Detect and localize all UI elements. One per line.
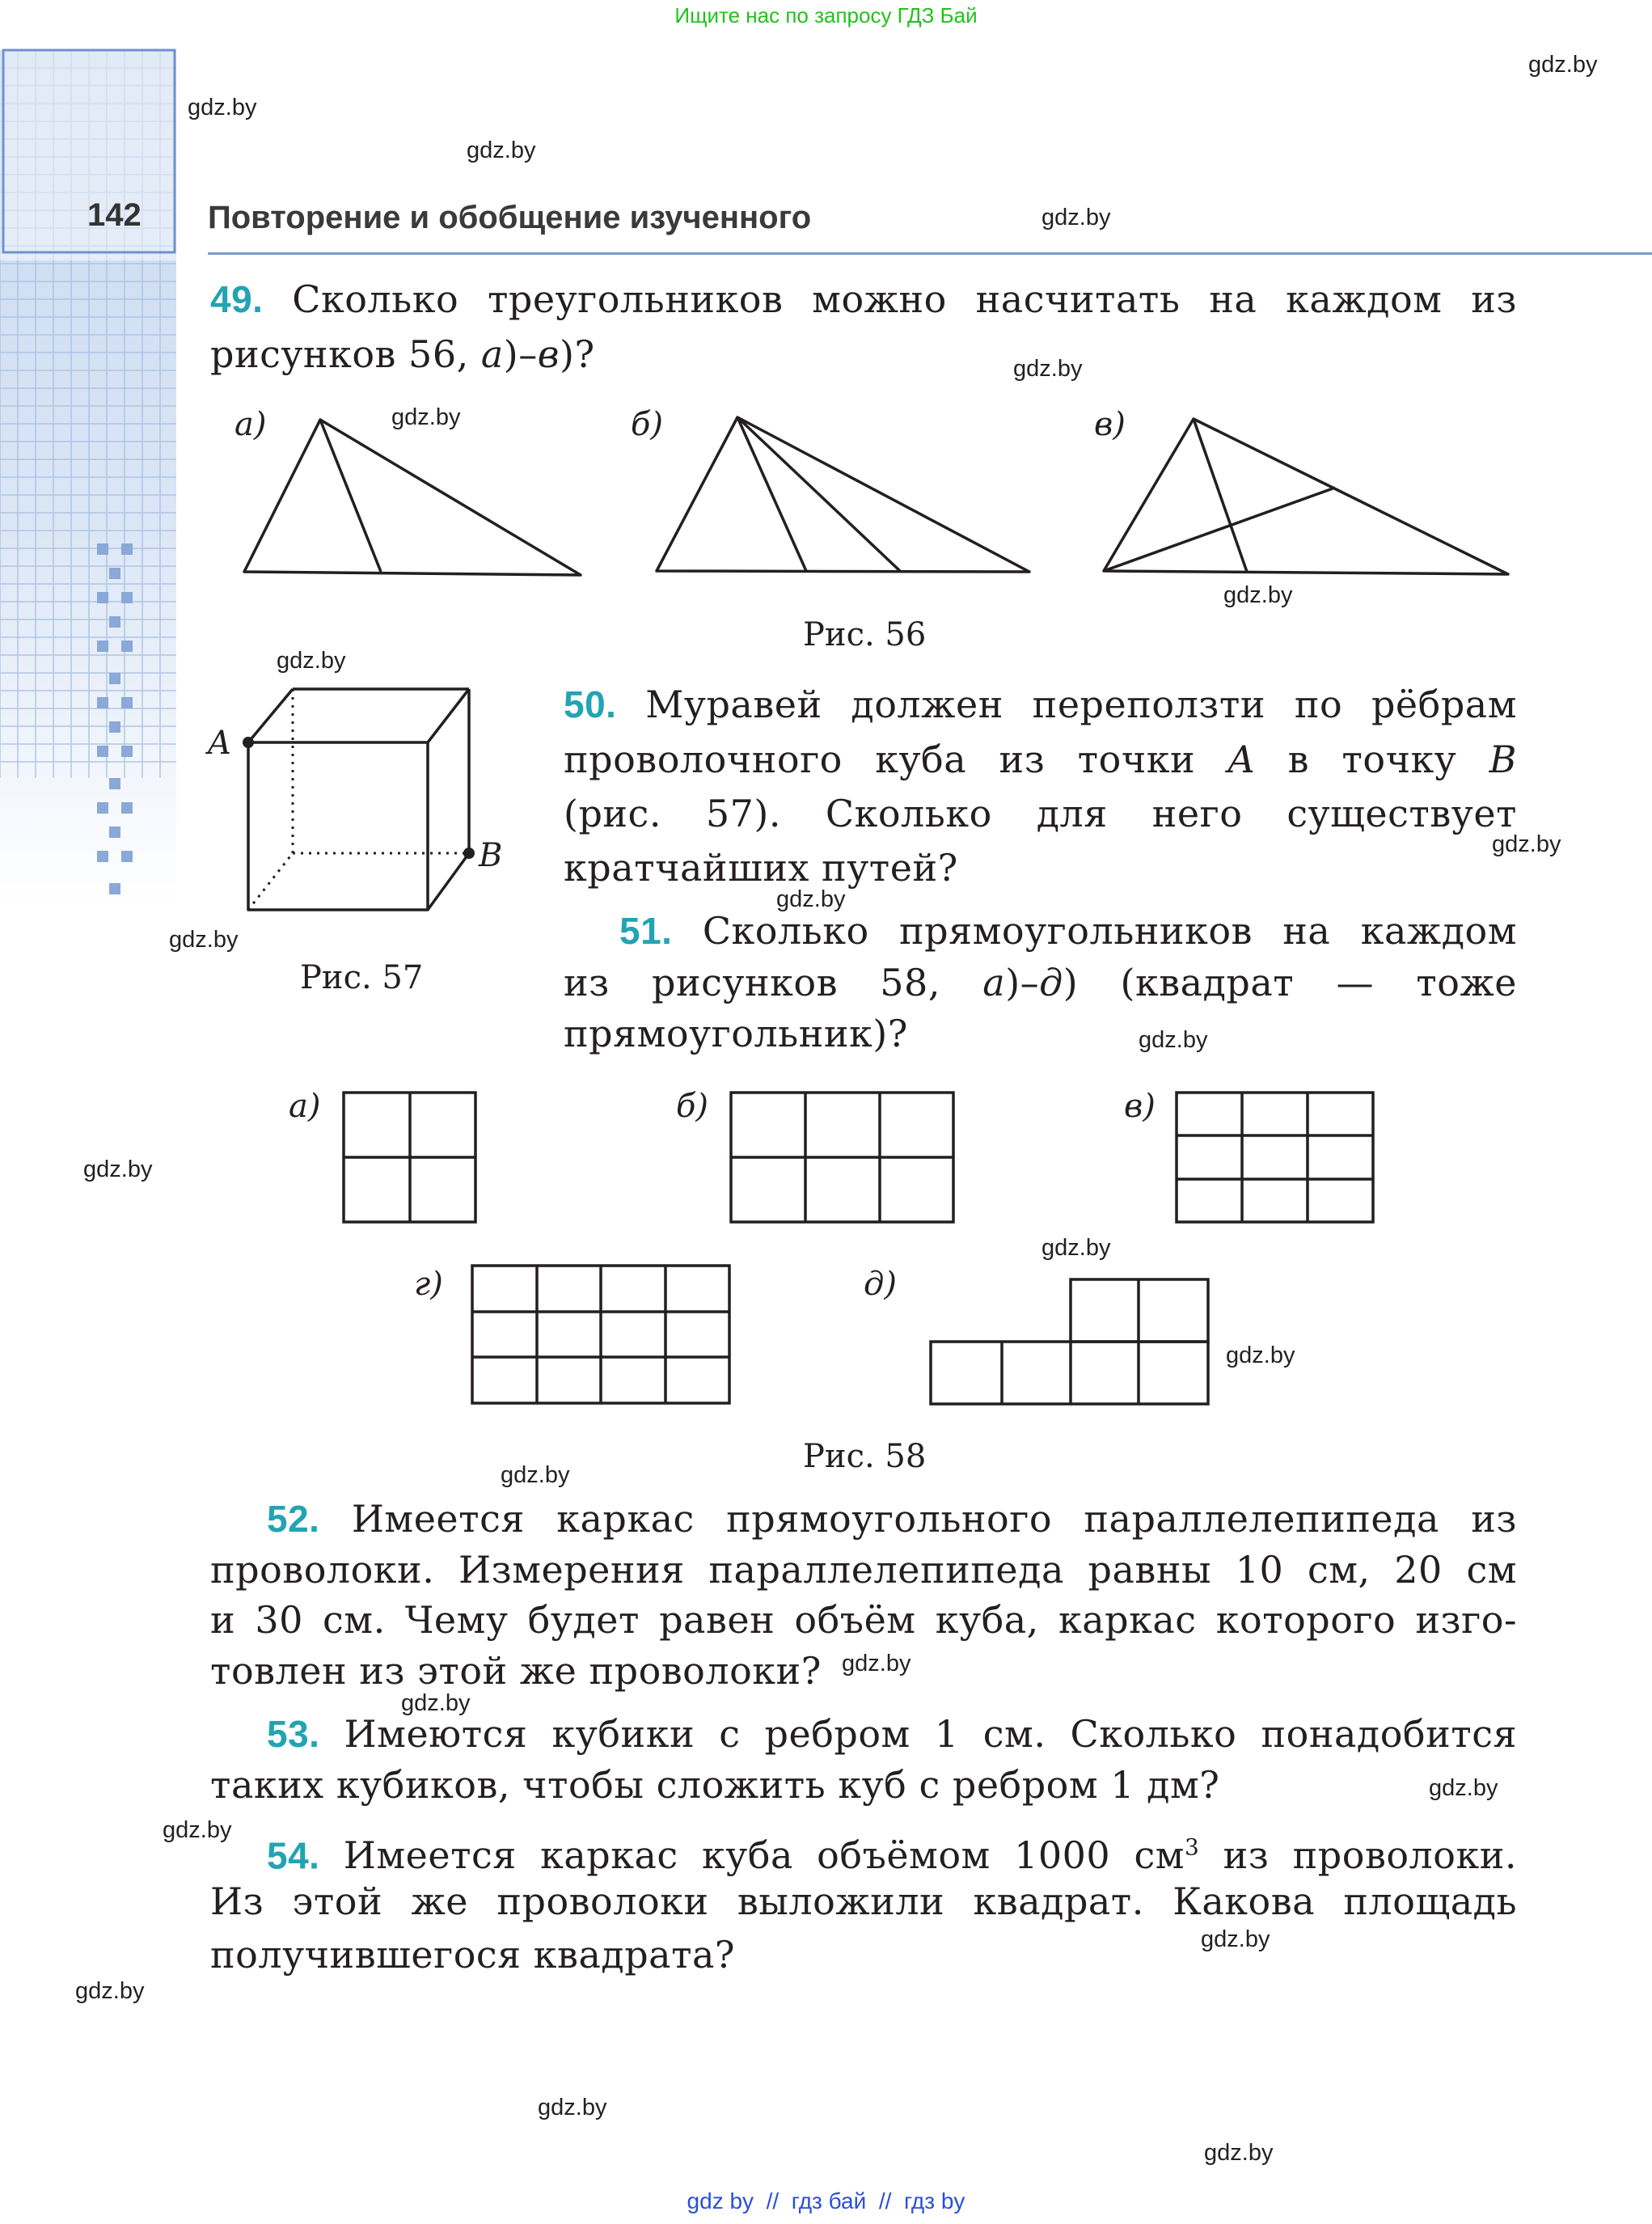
section-title: Повторение и обобщение изученного <box>208 200 812 235</box>
watermark: gdz.by <box>391 404 461 430</box>
watermark: gdz.by <box>1013 356 1083 382</box>
fig58-label-g: г) <box>414 1266 443 1303</box>
watermark: gdz.by <box>1041 1235 1111 1261</box>
watermark: gdz.by <box>501 1462 570 1488</box>
watermark: gdz.by <box>842 1651 911 1676</box>
watermark: gdz.by <box>401 1690 471 1716</box>
task-54-line-1: 54. Имеется каркас куба объёмом 1000 $см^3$ из проволоки. <box>267 1833 1517 1878</box>
fig58-label-a: а) <box>289 1088 321 1125</box>
task-51-line-1: 51. Сколько прямоугольников на каждом <box>619 909 1517 953</box>
task-52-line-2: проволоки. Измерения параллелепипеда равны 10 см, 20 см <box>210 1548 1517 1592</box>
task-53-line-2: таких кубиков, чтобы сложить куб с ребром 1 дм? <box>210 1763 1220 1807</box>
task-number: 49. <box>210 278 264 320</box>
task-52-line-4: товлен из этой же проволоки? <box>210 1649 822 1693</box>
task-50-line-4: кратчайших путей? <box>564 846 958 890</box>
watermark: gdz.by <box>1223 582 1293 608</box>
fig56-label-v: в) <box>1094 406 1126 443</box>
fig58-label-b: б) <box>676 1088 709 1125</box>
fig57-caption: Рис. 57 <box>300 959 424 996</box>
watermark: gdz.by <box>1204 2140 1274 2166</box>
fig58-caption: Рис. 58 <box>803 1438 927 1475</box>
watermark: gdz.by <box>1492 831 1561 857</box>
page-number: 142 <box>87 197 142 233</box>
watermark: gdz.by <box>277 648 346 674</box>
fig56-label-a: а) <box>234 406 267 443</box>
fig56-caption: Рис. 56 <box>803 616 927 653</box>
fig56-label-b: б) <box>631 406 664 443</box>
task-number: 54. <box>267 1834 320 1877</box>
grid-b <box>731 1093 953 1222</box>
watermark: gdz.by <box>776 886 846 912</box>
task-number: 50. <box>564 683 617 725</box>
task-number: 53. <box>267 1713 320 1755</box>
task-52-line-1: 52. Имеется каркас прямоугольного параллелепипеда из <box>267 1497 1517 1541</box>
fig57-point-a-label: A <box>208 725 231 762</box>
watermark: gdz.by <box>1226 1342 1295 1368</box>
footer-link-gdz-bai[interactable]: гдз бай <box>791 2188 867 2213</box>
top-search-notice: Ищите нас по запросу ГДЗ Бай <box>674 3 978 27</box>
watermark: gdz.by <box>83 1156 153 1182</box>
task-54-line-2: Из этой же проволоки выложили квадрат. Какова площадь <box>210 1879 1517 1923</box>
task-50-line-1: 50. Муравей должен переползти по рёбрам <box>564 683 1518 726</box>
task-number: 52. <box>267 1498 320 1540</box>
grid-g <box>472 1266 729 1403</box>
task-53-line-1: 53. Имеются кубики с ребром 1 см. Сколько понадобится <box>267 1712 1517 1756</box>
task-49-line-1: 49. Сколько треугольников можно насчитать на каждом из <box>210 277 1517 321</box>
footer-link-gdz-by[interactable]: gdz by <box>687 2188 754 2213</box>
watermark: gdz.by <box>75 1978 145 2004</box>
task-49-line-2: рисунков 56, а)–в)? <box>210 332 595 376</box>
task-50-line-3: (рис. 57). Сколько для него существует <box>564 792 1517 835</box>
task-52-line-3: и 30 см. Чему будет равен объём куба, каркас которого изго- <box>210 1598 1517 1642</box>
watermark: gdz.by <box>1041 205 1111 230</box>
fig58-label-d: д) <box>864 1266 897 1303</box>
fig58-label-v: в) <box>1124 1088 1156 1125</box>
fig57-point-b-label: B <box>479 837 503 874</box>
watermark: gdz.by <box>1429 1775 1498 1801</box>
grid-v <box>1177 1093 1373 1222</box>
watermark: gdz.by <box>467 137 536 163</box>
watermark: gdz.by <box>163 1817 232 1843</box>
grid-a <box>344 1093 475 1222</box>
watermark: gdz.by <box>169 927 239 953</box>
task-51-line-2: из рисунков 58, а)–д) (квадрат — тоже <box>564 961 1517 1004</box>
grid-d <box>931 1279 1208 1404</box>
watermark: gdz.by <box>538 2095 607 2120</box>
watermark: gdz.by <box>1201 1926 1270 1952</box>
footer-link-gdz-by-2[interactable]: гдз by <box>903 2188 965 2213</box>
task-51-line-3: прямоугольник)? <box>564 1012 908 1055</box>
watermark: gdz.by <box>1139 1027 1208 1053</box>
watermark: gdz.by <box>188 95 257 121</box>
task-54-line-3: получившегося квадрата? <box>210 1933 736 1977</box>
watermark: gdz.by <box>1528 52 1598 78</box>
task-50-line-2: проволочного куба из точки A в точку B <box>564 738 1517 781</box>
footer-links: gdz by // гдз бай // гдз by <box>687 2188 965 2213</box>
task-number: 51. <box>619 910 673 952</box>
